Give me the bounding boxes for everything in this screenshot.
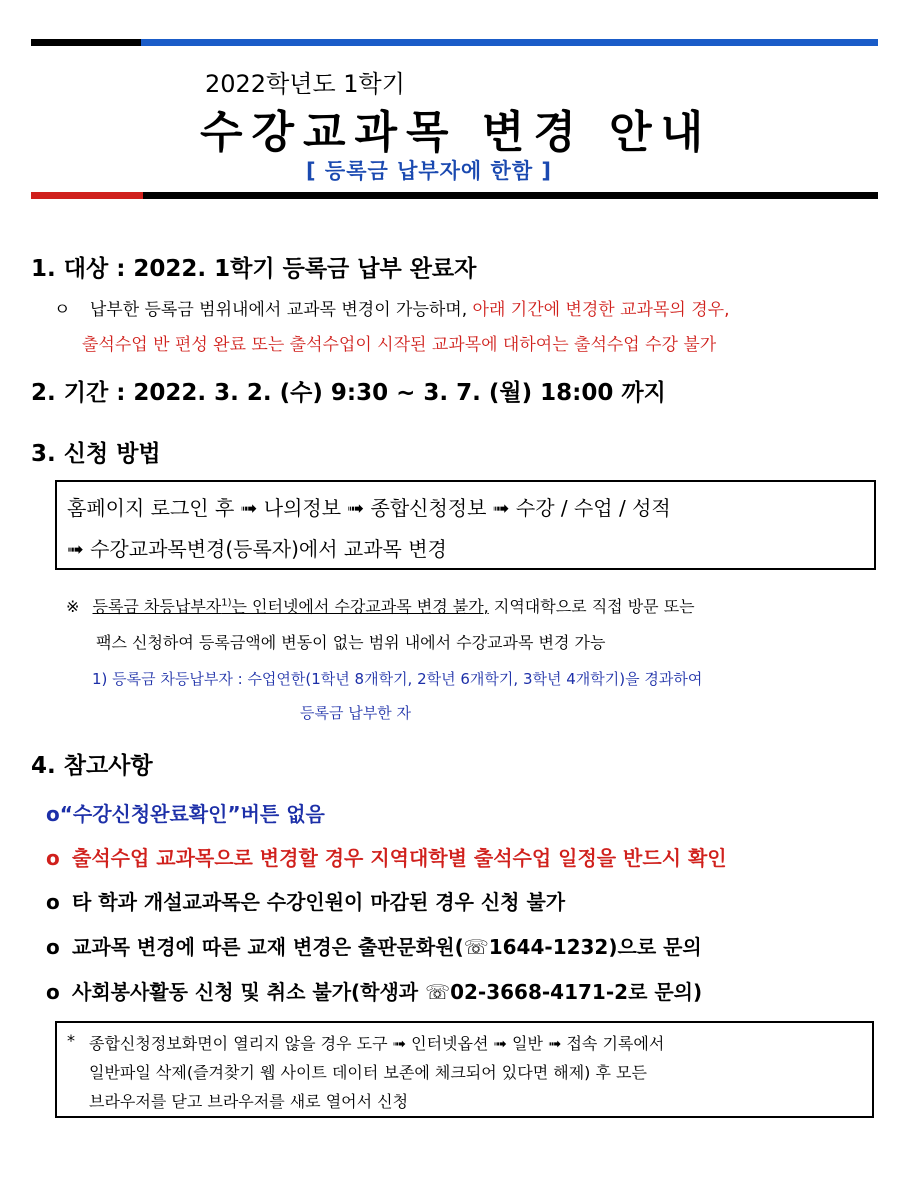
top-bar-black-segment xyxy=(31,39,141,46)
page-subtitle: [ 등록금 납부자에 한함 ] xyxy=(306,159,553,183)
reference-item-2 xyxy=(46,842,727,871)
note-text-b: 는 인터넷에서 수강교과목 변경 불가, xyxy=(231,597,489,616)
item-4-text: 교과목 변경에 따른 교재 변경은 출판문화원(☏1644-1232)으로 문의 xyxy=(72,935,702,959)
item-2-text: 출석수업 교과목으로 변경할 경우 지역대학별 출석수업 일정을 반드시 확인 xyxy=(72,846,727,870)
note-text-a xyxy=(93,597,489,616)
reference-item-1: o“수강신청완료확인”버튼 없음 xyxy=(46,802,325,826)
footnote-ref: 1) xyxy=(221,597,232,609)
section-1-text-b: 아래 기간에 변경한 교과목의 경우, xyxy=(472,300,730,320)
circle-bullet: ㅇ xyxy=(54,300,71,320)
reference-item-4 xyxy=(46,931,702,960)
bullet-o: o xyxy=(46,846,60,870)
footnote-line-1: 1) 등록금 차등납부자 : 수업연한(1학년 8개학기, 2학년 6개학기, 3학년 4개학기)을 경과하여 xyxy=(92,670,703,688)
semester-label: 2022학년도 1학기 xyxy=(205,70,405,98)
note-mark: ※ xyxy=(66,597,80,616)
top-bar-blue-segment xyxy=(141,39,878,46)
section-2-heading: 2. 기간 : 2022. 3. 2. (수) 9:30 ~ 3. 7. (월) 18:00 까지 xyxy=(31,380,666,406)
section-1-bullet-line-1 xyxy=(54,295,729,320)
help-mark: * xyxy=(67,1031,75,1050)
help-line-2: 일반파일 삭제(즐겨찾기 웹 사이트 데이터 보존에 체크되어 있다면 해제) 후 모든 xyxy=(89,1063,647,1082)
section-1-text-a: 납부한 등록금 범위내에서 교과목 변경이 가능하며, xyxy=(89,300,468,320)
bottom-bar-black-segment xyxy=(143,192,878,199)
item-5-text: 사회봉사활동 신청 및 취소 불가(학생과 ☏02-3668-4171-2로 문의) xyxy=(72,980,703,1004)
steps-line-2: ➟ 수강교과목변경(등록자)에서 교과목 변경 xyxy=(67,537,447,561)
bullet-o: o xyxy=(46,890,60,914)
application-steps-box xyxy=(55,480,876,570)
section-3-heading: 3. 신청 방법 xyxy=(31,441,161,467)
header-bottom-bar xyxy=(31,192,878,199)
note-text-c: 지역대학으로 직접 방문 또는 xyxy=(493,597,695,616)
page-title: 수강교과목 변경 안내 xyxy=(200,107,713,158)
note-term: 등록금 차등납부자 xyxy=(92,597,222,616)
section-1-line-2: 출석수업 반 편성 완료 또는 출석수업이 시작된 교과목에 대하여는 출석수업 수강 불가 xyxy=(82,335,717,355)
differential-payer-note xyxy=(66,594,695,617)
reference-item-3 xyxy=(46,886,565,915)
section-1-heading: 1. 대상 : 2022. 1학기 등록금 납부 완료자 xyxy=(31,256,477,282)
reference-item-5 xyxy=(46,976,702,1005)
header-top-bar xyxy=(31,39,878,46)
bullet-o: o xyxy=(46,980,60,1004)
help-line-1: 종합신청정보화면이 열리지 않을 경우 도구 ➟ 인터넷옵션 ➟ 일반 ➟ 접속 기록에서 xyxy=(89,1034,665,1053)
browser-help-box xyxy=(55,1021,874,1118)
item-3-text: 타 학과 개설교과목은 수강인원이 마감된 경우 신청 불가 xyxy=(72,890,566,914)
footnote-line-2: 등록금 납부한 자 xyxy=(300,704,411,722)
steps-line-1: 홈페이지 로그인 후 ➟ 나의정보 ➟ 종합신청정보 ➟ 수강 / 수업 / 성적 xyxy=(67,496,671,520)
bottom-bar-red-segment xyxy=(31,192,143,199)
section-4-heading: 4. 참고사항 xyxy=(31,753,153,779)
note-line-2: 팩스 신청하여 등록금액에 변동이 없는 범위 내에서 수강교과목 변경 가능 xyxy=(96,633,606,652)
help-line-3: 브라우저를 닫고 브라우저를 새로 열어서 신청 xyxy=(89,1092,409,1111)
bullet-o: o xyxy=(46,935,60,959)
